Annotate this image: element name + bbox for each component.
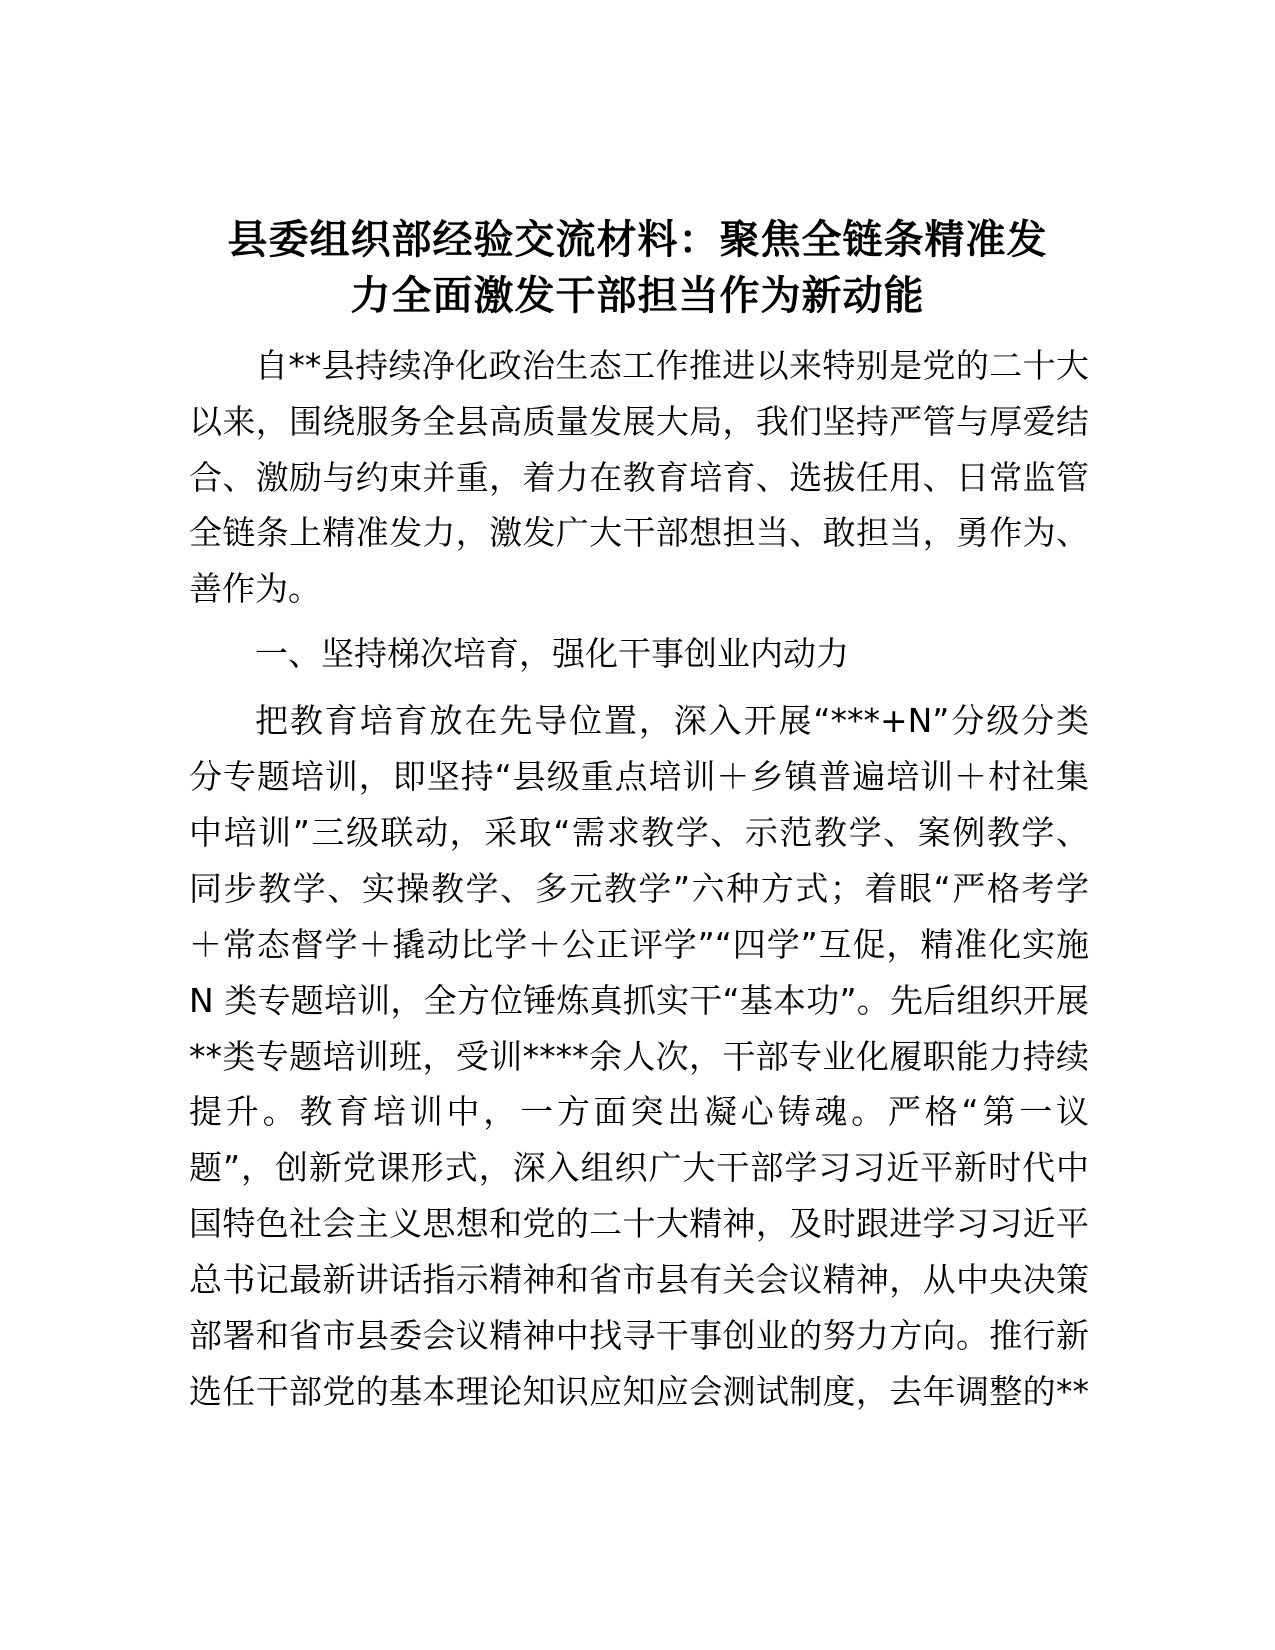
paragraph-2-line-4: 同步教学、实操教学、多元教学”六种方式；着眼“严格考学 — [189, 869, 1089, 908]
paragraph-1-line-2: 以来，围绕服务全县高质量发展大局，我们坚持严管与厚爱结 — [189, 402, 1089, 441]
paragraph-2-line-6: N 类专题培训，全方位锤炼真抓实干“基本功”。先后组织开展 — [189, 981, 1089, 1020]
paragraph-2-line-11: 总书记最新讲话指示精神和省市县有关会议精神，从中央决策 — [189, 1260, 1089, 1299]
paragraph-2-line-9: 题”，创新党课形式，深入组织广大干部学习习近平新时代中 — [189, 1148, 1089, 1187]
paragraph-1-line-3: 合、激励与约束并重，着力在教育培育、选拔任用、日常监管 — [189, 458, 1089, 497]
paragraph-2-line-3: 中培训”三级联动，采取“需求教学、示范教学、案例教学、 — [189, 813, 1089, 852]
paragraph-2-line-2: 分专题培训，即坚持“县级重点培训＋乡镇普遍培训＋村社集 — [189, 757, 1089, 796]
paragraph-1-line-5: 善作为。 — [189, 569, 321, 608]
section-heading-1: 一、坚持梯次培育，强化干事创业内动力 — [255, 634, 849, 673]
document-title-line-2: 力全面激发干部担当作为新动能 — [350, 273, 925, 319]
paragraph-1-line-4: 全链条上精准发力，激发广大干部想担当、敢担当，勇作为、 — [189, 513, 1089, 552]
paragraph-2-line-13: 选任干部党的基本理论知识应知应会测试制度，去年调整的** — [189, 1372, 1089, 1411]
paragraph-2-line-8: 提升。教育培训中，一方面突出凝心铸魂。严格“第一议 — [189, 1092, 1089, 1131]
document-title-line-1: 县委组织部经验交流材料：聚焦全链条精准发 — [227, 217, 1048, 263]
paragraph-2-line-10: 国特色社会主义思想和党的二十大精神，及时跟进学习习近平 — [189, 1204, 1089, 1243]
paragraph-1-line-1: 自**县持续净化政治生态工作推进以来特别是党的二十大 — [255, 346, 1089, 385]
paragraph-2-line-7: **类专题培训班，受训****余人次，干部专业化履职能力持续 — [189, 1037, 1089, 1076]
paragraph-2-line-1: 把教育培育放在先导位置，深入开展“***+N”分级分类 — [255, 701, 1089, 740]
paragraph-2-line-12: 部署和省市县委会议精神中找寻干事创业的努力方向。推行新 — [189, 1316, 1089, 1355]
paragraph-2-line-5: ＋常态督学＋撬动比学＋公正评学”“四学”互促，精准化实施 — [189, 925, 1089, 964]
